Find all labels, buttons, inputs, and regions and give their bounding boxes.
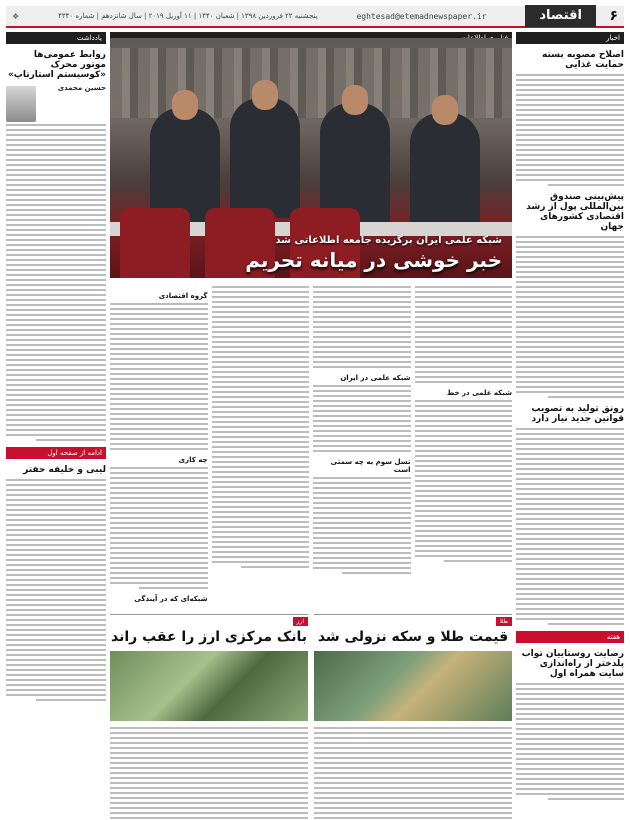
author-avatar bbox=[6, 86, 36, 122]
currency-headline: بانک مرکزی ارز را عقب راند bbox=[111, 629, 307, 645]
headline-production-laws: رونق تولید به تصویب قوانین جدید نیاز دارد bbox=[531, 404, 624, 424]
attendee-figure bbox=[410, 113, 480, 233]
continued-body bbox=[6, 479, 106, 701]
note-label: یادداشت bbox=[6, 32, 106, 44]
gold-headline: قیمت طلا و سکه نزولی شد bbox=[317, 629, 509, 645]
article-body bbox=[516, 74, 624, 186]
attendee-figure bbox=[230, 98, 300, 218]
email-address[interactable]: eghtesad@etemadnewspaper.ir bbox=[356, 11, 487, 21]
conference-photo bbox=[110, 38, 512, 278]
news-label: اخبار bbox=[516, 32, 624, 44]
banknotes-image bbox=[110, 651, 308, 721]
article-col bbox=[313, 284, 411, 609]
article-columns bbox=[110, 284, 512, 609]
subhead: گروه اقتصادی bbox=[158, 292, 208, 300]
photo-headline: خبر خوشی در میانه تحریم bbox=[245, 248, 502, 272]
subhead: تسل سوم به چه سمتی است bbox=[330, 458, 411, 474]
right-column bbox=[516, 32, 624, 814]
article-col bbox=[212, 284, 310, 609]
gold-tag: طلا bbox=[496, 617, 512, 626]
article-body bbox=[516, 683, 624, 800]
section-title: اقتصاد bbox=[525, 5, 596, 27]
headline-food-support: اصلاح مصوبه بسته حمایت غذایی bbox=[542, 50, 624, 70]
left-column bbox=[6, 32, 106, 814]
attendee-figure bbox=[320, 103, 390, 223]
article-body bbox=[516, 236, 624, 398]
article-body bbox=[516, 428, 624, 625]
attendee-face bbox=[342, 85, 368, 115]
bottom-articles bbox=[110, 614, 512, 814]
newspaper-logo: ❖ bbox=[12, 11, 20, 21]
note-body bbox=[6, 124, 106, 441]
gold-article bbox=[314, 614, 512, 814]
note-headline: روابط عمومی‌ها موتور محرک «کوسیستم استارتاپ» bbox=[7, 50, 106, 80]
subhead: چه کاری bbox=[178, 456, 208, 464]
center-section bbox=[110, 32, 512, 814]
subhead: شبکه علمی در خط bbox=[447, 389, 512, 397]
attendee-face bbox=[432, 95, 458, 125]
page-number: ۶ bbox=[609, 8, 618, 24]
red-seat bbox=[120, 208, 190, 278]
bottom-tag: هفته bbox=[516, 631, 624, 643]
attendee-face bbox=[172, 90, 198, 120]
headline-village-site: رضایت روستاییان تواب پلدختر از راه‌اندازی سایت همراه اول bbox=[521, 649, 624, 679]
currency-tag: ارز bbox=[293, 617, 308, 626]
coins-image bbox=[314, 651, 512, 721]
dateline: پنجشنبه ۲۲ فروردین ۱۳۹۸ | شعبان ۱۴۴۰ | ۱۱ آوریل ۲۰۱۹ | سال شانزدهم | شماره ۴۳۴۰ bbox=[58, 12, 318, 20]
page-header bbox=[6, 6, 624, 28]
article-col bbox=[415, 284, 513, 609]
currency-article bbox=[110, 614, 308, 814]
photo-kicker: شبکه علمی ایران برگزیده جامعه اطلاعاتی شد bbox=[275, 235, 502, 246]
attendee-face bbox=[252, 80, 278, 110]
libya-headline: لیبی و خلیفه حفتر bbox=[23, 465, 106, 475]
article-col bbox=[110, 284, 208, 609]
headline-imf-forecast: پیش‌بینی صندوق بین‌المللی پول از رشد اقتصادی کشورهای جهان bbox=[526, 192, 624, 232]
subhead: شبکه‌ای که در آیندگی bbox=[134, 595, 208, 603]
continued-label: ادامه از صفحه اول bbox=[6, 447, 106, 459]
author-name: حسین محمدی bbox=[57, 84, 106, 92]
subhead: شبکه علمی در ایران bbox=[340, 374, 411, 382]
